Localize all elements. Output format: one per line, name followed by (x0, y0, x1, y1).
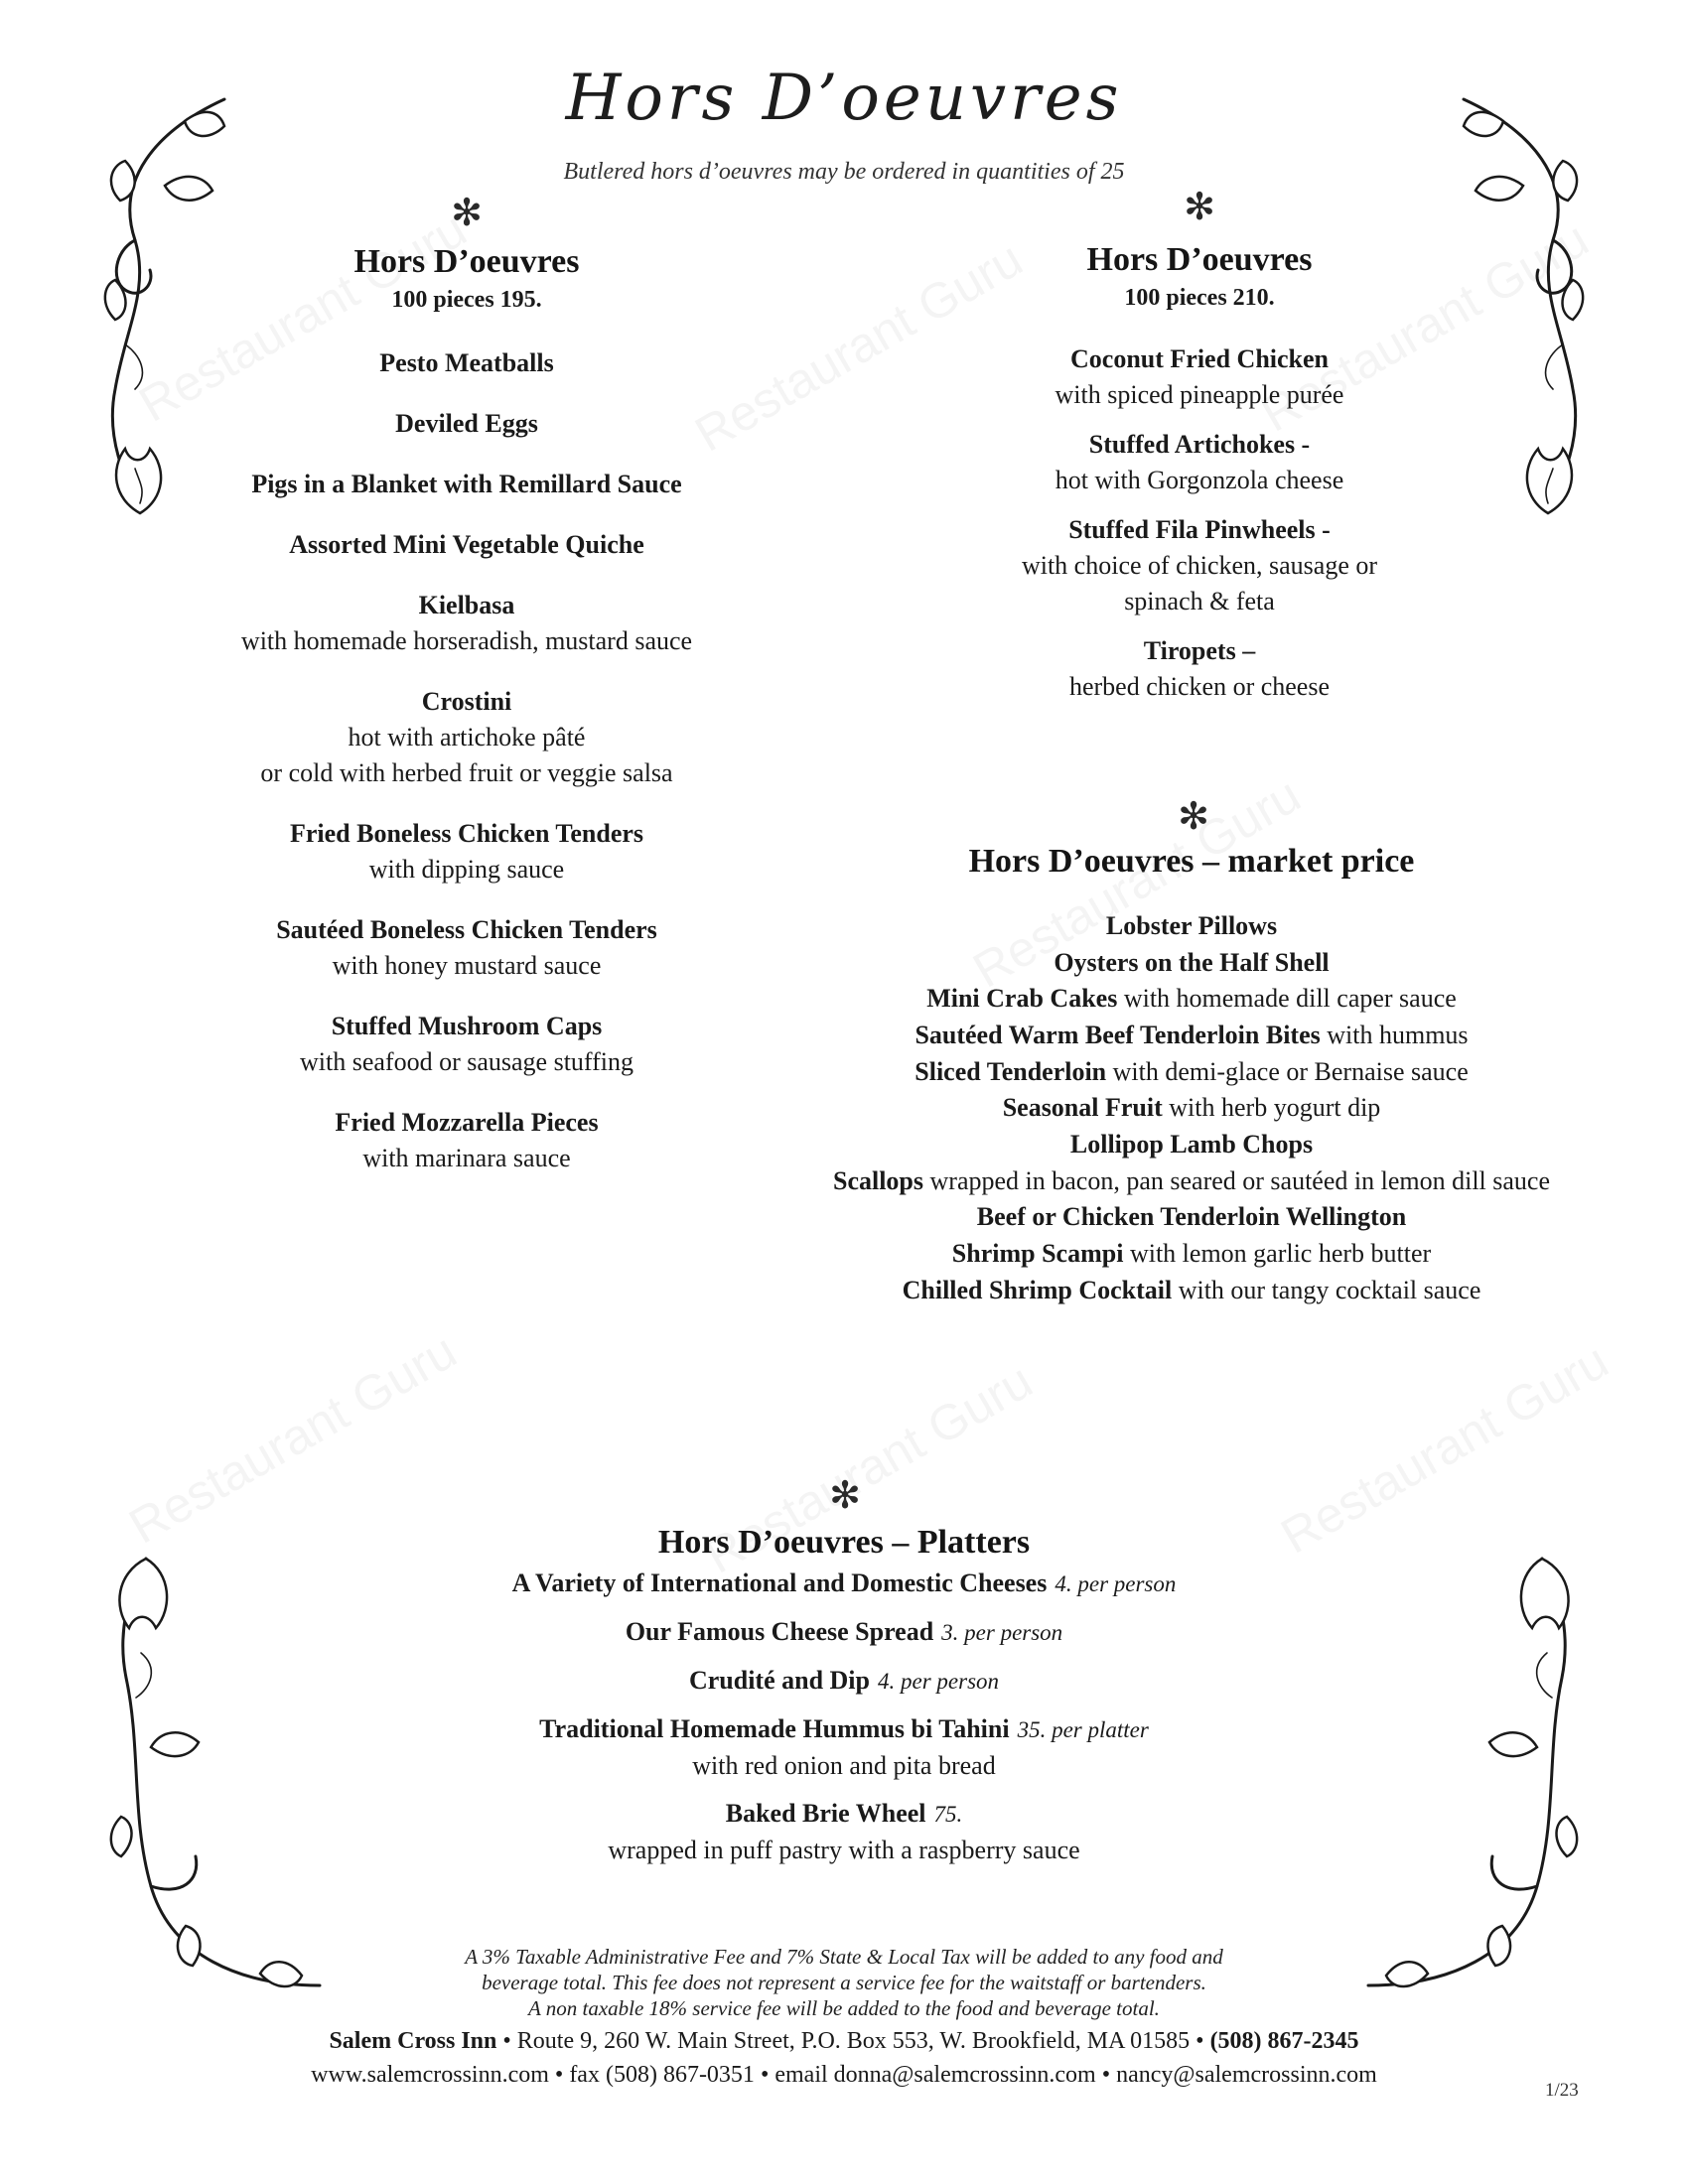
menu-list (179, 345, 755, 1176)
item-description: with lemon garlic herb butter (1129, 1239, 1432, 1269)
item-description: with dipping sauce (368, 854, 565, 884)
item-name: Pigs in a Blanket with Remillard Sauce (251, 469, 682, 498)
item-name: Tiropets – (1143, 635, 1256, 665)
section-title: Hors D’oeuvres (353, 243, 580, 280)
item-description: or cold with herbed fruit or veggie salsa (260, 757, 673, 787)
inn-name: Salem Cross Inn (329, 2028, 497, 2054)
item-name: Crudité and Dip (688, 1665, 870, 1695)
section-title: Hors D’oeuvres – Platters (657, 1524, 1031, 1561)
item-description: with demi-glace or Bernaise sauce (1112, 1056, 1469, 1086)
menu-item (755, 1090, 1628, 1127)
item-description: spinach & feta (1124, 586, 1275, 615)
menu-item (755, 1199, 1628, 1236)
page-subtitle: Butlered hors d’oeuvres may be ordered in quantities of 25 (563, 159, 1125, 185)
item-price: 4. per person (878, 1668, 1000, 1694)
menu-list (912, 341, 1487, 705)
section-hors-doeuvres-195 (179, 242, 755, 1201)
item-description: with honey mustard sauce (332, 950, 602, 980)
divider-ornament: ✻ (1184, 187, 1215, 228)
watermark (119, 1321, 466, 1555)
separator: • (554, 2062, 564, 2088)
menu-item (179, 912, 755, 984)
item-name: Beef or Chicken Tenderloin Wellington (976, 1202, 1407, 1232)
floral-vine-icon (1358, 1549, 1597, 1995)
item-price: 35. per platter (1017, 1716, 1149, 1742)
item-name: Shrimp Scampi (951, 1239, 1124, 1269)
fee-notice-line: A 3% Taxable Administrative Fee and 7% State & Local Tax will be added to any food and (465, 1945, 1223, 1969)
menu-item (179, 1009, 755, 1080)
section-title: Hors D’oeuvres – market price (968, 843, 1415, 880)
menu-item (377, 1614, 1311, 1651)
item-description: wrapped in bacon, pan seared or sautéed in lemon dill sauce (929, 1165, 1551, 1195)
item-price: 75. (933, 1801, 963, 1827)
menu-item (755, 1236, 1628, 1273)
divider-ornament: ✻ (829, 1475, 861, 1517)
item-name: Stuffed Fila Pinwheels - (1068, 514, 1331, 544)
menu-item (755, 945, 1628, 982)
menu-item (179, 684, 755, 791)
item-name: Sautéed Boneless Chicken Tenders (276, 914, 657, 944)
item-name: Crostini (421, 686, 512, 716)
item-name: A Variety of International and Domestic Cheeses (511, 1568, 1048, 1597)
item-description: with red onion and pita bread (692, 1750, 996, 1780)
menu-item (755, 908, 1628, 945)
floral-vine-icon (91, 1549, 330, 1995)
item-name: Fried Boneless Chicken Tenders (289, 818, 644, 848)
website-link[interactable]: www.salemcrossinn.com (311, 2062, 549, 2088)
section-title: Hors D’oeuvres (1086, 241, 1313, 278)
separator: • (502, 2028, 511, 2054)
menu-item (755, 1018, 1628, 1054)
item-description: with spiced pineapple purée (1055, 379, 1344, 409)
page-title: Hors D’oeuvres (565, 62, 1123, 135)
menu-item (179, 816, 755, 887)
menu-item (179, 345, 755, 381)
item-name: Deviled Eggs (395, 408, 538, 438)
menu-item (755, 1163, 1628, 1200)
menu-item (179, 588, 755, 659)
menu-item (912, 633, 1487, 705)
item-name: Lollipop Lamb Chops (1069, 1130, 1314, 1160)
menu-item (179, 467, 755, 502)
menu-item (912, 427, 1487, 498)
fee-notice-line: A non taxable 18% service fee will be added to the food and beverage total. (528, 1996, 1160, 2020)
watermark (1271, 1331, 1618, 1565)
footer-contact (0, 2062, 1688, 2089)
item-name: Coconut Fried Chicken (1070, 343, 1329, 373)
item-name: Seasonal Fruit (1002, 1093, 1163, 1123)
menu-item (377, 1796, 1311, 1868)
section-hors-doeuvres-210 (912, 240, 1487, 719)
menu-item (912, 512, 1487, 619)
item-name: Sliced Tenderloin (914, 1056, 1107, 1086)
menu-item (377, 1566, 1311, 1602)
menu-item (377, 1663, 1311, 1700)
menu-item (179, 1105, 755, 1176)
item-name: Sautéed Warm Beef Tenderloin Bites (914, 1020, 1321, 1049)
item-description: hot with artichoke pâté (348, 722, 586, 751)
item-name: Traditional Homemade Hummus bi Tahini (539, 1713, 1010, 1743)
menu-item (179, 527, 755, 563)
item-price: 3. per person (941, 1619, 1063, 1645)
item-name: Pesto Meatballs (379, 347, 554, 377)
floral-vine-icon (1444, 91, 1593, 528)
item-name: Fried Mozzarella Pieces (335, 1107, 599, 1137)
item-description: with seafood or sausage stuffing (299, 1046, 633, 1076)
email-link[interactable]: email donna@salemcrossinn.com (774, 2062, 1096, 2088)
item-name: Baked Brie Wheel (725, 1798, 926, 1828)
item-name: Assorted Mini Vegetable Quiche (289, 529, 644, 559)
item-name: Oysters on the Half Shell (1054, 947, 1330, 977)
section-price: 100 pieces 210. (1124, 284, 1275, 311)
address: Route 9, 260 W. Main Street, P.O. Box 553, W. Brookfield, MA 01585 (516, 2028, 1191, 2054)
section-platters (377, 1523, 1311, 1880)
phone: (508) 867-2345 (1209, 2028, 1359, 2054)
item-description: with homemade horseradish, mustard sauce (240, 625, 693, 655)
menu-item (755, 1127, 1628, 1163)
separator: • (1196, 2028, 1204, 2054)
section-market-price (755, 842, 1628, 1309)
item-name: Our Famous Cheese Spread (625, 1616, 934, 1646)
divider-ornament: ✻ (1178, 796, 1209, 838)
item-name: Stuffed Artichokes - (1088, 429, 1311, 459)
item-description: with marinara sauce (362, 1143, 571, 1172)
item-description: with our tangy cocktail sauce (1178, 1275, 1481, 1304)
item-name: Kielbasa (418, 590, 515, 619)
item-name: Lobster Pillows (1105, 910, 1278, 940)
menu-item (912, 341, 1487, 413)
item-description: with herb yogurt dip (1169, 1093, 1381, 1123)
item-description: with choice of chicken, sausage or (1021, 550, 1378, 580)
fax: fax (508) 867-0351 (569, 2062, 755, 2088)
item-name: Stuffed Mushroom Caps (331, 1011, 603, 1040)
item-name: Chilled Shrimp Cocktail (902, 1275, 1173, 1304)
menu-item (179, 406, 755, 442)
menu-list (377, 1566, 1311, 1868)
floral-vine-icon (95, 91, 244, 528)
item-name: Mini Crab Cakes (926, 984, 1118, 1014)
separator: • (1101, 2062, 1111, 2088)
email-link[interactable]: nancy@salemcrossinn.com (1116, 2062, 1377, 2088)
fee-notice (328, 1944, 1360, 2021)
item-description: with homemade dill caper sauce (1123, 984, 1457, 1014)
separator: • (760, 2062, 770, 2088)
item-description: herbed chicken or cheese (1068, 671, 1331, 701)
menu-item (755, 1273, 1628, 1309)
page-number: 1/23 (1545, 2080, 1579, 2101)
item-description: hot with Gorgonzola cheese (1055, 465, 1344, 494)
item-description: with hummus (1327, 1020, 1469, 1049)
section-price: 100 pieces 195. (391, 286, 542, 313)
divider-ornament: ✻ (451, 193, 483, 234)
item-name: Scallops (832, 1165, 924, 1195)
menu-item (755, 1054, 1628, 1091)
footer-address (0, 2028, 1688, 2055)
item-price: 4. per person (1055, 1570, 1177, 1596)
item-description: wrapped in puff pastry with a raspberry sauce (608, 1835, 1080, 1864)
menu-list (755, 908, 1628, 1309)
fee-notice-line: beverage total. This fee does not represent a service fee for the waitstaff or bartenders. (482, 1971, 1206, 1994)
menu-item (755, 981, 1628, 1018)
menu-item (377, 1711, 1311, 1784)
